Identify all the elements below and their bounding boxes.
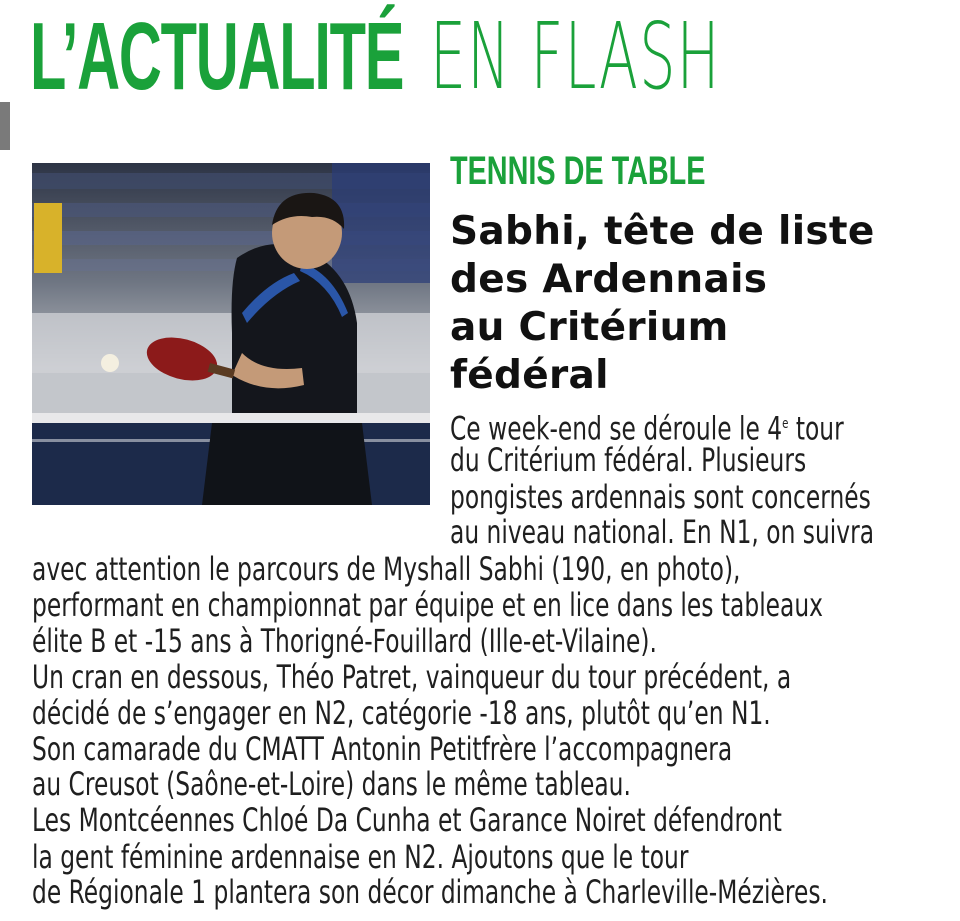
headline-line: au Critérium — [450, 305, 729, 350]
masthead-thin: EN FLASH — [430, 3, 721, 110]
body-line-1-sup: e — [782, 416, 789, 432]
headline-line: Sabhi, tête de liste — [450, 209, 875, 254]
body-line: au niveau national. En N1, on suivra — [450, 513, 875, 551]
table-tennis-player-photo — [32, 163, 430, 505]
body-line-1-post: tour — [788, 409, 844, 448]
article-photo — [32, 163, 430, 505]
masthead-bold: L’ACTUALITÉ — [30, 3, 404, 110]
article-headline — [450, 208, 950, 400]
body-line: du Critérium fédéral. Plusieurs — [450, 441, 807, 479]
body-line: pongistes ardennais sont concernés — [450, 478, 871, 516]
body-line: Les Montcéennes Chloé Da Cunha et Garance Noiret défendront — [32, 801, 782, 839]
body-line: Un cran en dessous, Théo Patret, vainqueur du tour précédent, a — [32, 658, 792, 696]
section-label: TENNIS DE TABLE — [450, 149, 706, 193]
headline-line: fédéral — [450, 353, 609, 398]
masthead — [30, 2, 721, 112]
body-line: performant en championnat par équipe et en lice dans les tableaux — [32, 586, 824, 624]
body-line: au Creusot (Saône-et-Loire) dans le même tableau. — [32, 765, 631, 803]
headline-line: des Ardennais — [450, 257, 768, 302]
body-line: élite B et -15 ans à Thorigné-Fouillard (Ille-et-Vilaine). — [32, 622, 657, 660]
body-line: Son camarade du CMATT Antonin Petitfrère l’accompagnera — [32, 730, 733, 768]
body-line: décidé de s’engager en N2, catégorie -18 ans, plutôt qu’en N1. — [32, 694, 771, 732]
body-line: avec attention le parcours de Myshall Sabhi (190, en photo), — [32, 550, 741, 588]
body-line-1-pre: Ce week-end se déroule le 4 — [450, 409, 783, 448]
body-line: la gent féminine ardennaise en N2. Ajoutons que le tour — [32, 838, 689, 876]
page-edge-marker — [0, 102, 10, 150]
body-line: de Régionale 1 plantera son décor dimanche à Charleville-Mézières. — [32, 873, 828, 911]
